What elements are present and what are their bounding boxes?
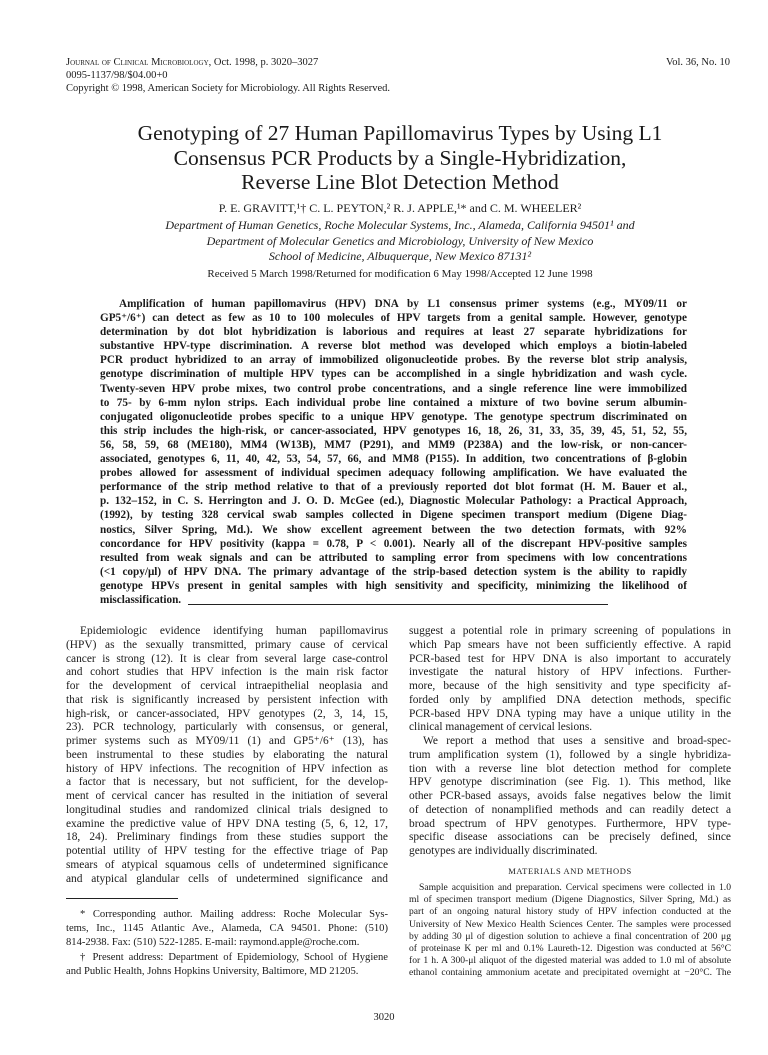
- materials-line: ethanol containing ammonium acetate and precipitated overnight at −20°C. The: [409, 967, 731, 979]
- journal-name: Journal of Clinical Microbiology: [66, 57, 209, 68]
- body-line: longitudinal studies and randomized clinical trials designed to: [66, 803, 388, 816]
- body-line: smears of atypical squamous cells of undetermined significance: [66, 858, 388, 871]
- body-line: of detection of nonamplified methods and can readily detect a: [409, 803, 731, 816]
- body-line: PCR-based HPV DNA typing may have a unique utility in the: [409, 707, 731, 720]
- body-line: potential utility of HPV testing for the effective triage of Pap: [66, 845, 388, 857]
- abstract-line: this strip includes the high-risk, or cancer-associated, HPV genotypes 16, 18, 26, 31, 33, 35, 39, 45, 51, 52, 55,: [100, 424, 687, 437]
- materials-line: Sample acquisition and preparation. Cervical specimens were collected in 1.0: [419, 882, 731, 893]
- abstract-line: associated, genotypes 6, 11, 40, 42, 53, 54, 57, 66, and MM8 (P155). In addition, two concentrations of β-globin: [100, 453, 687, 466]
- body-line: Epidemiologic evidence identifying human papillomavirus: [80, 625, 388, 637]
- abstract-line: resulted from weak signals and can be attributed to sampling error from specimens with low concentrations: [100, 551, 687, 564]
- body-line: We report a method that uses a sensitive and broad-spec-: [423, 735, 731, 747]
- footnote-line: 814-2938. Fax: (510) 522-1285. E-mail: raymond.apple@roche.com.: [66, 937, 360, 949]
- abstract-line: misclassification.: [100, 593, 182, 606]
- body-line: tion with a reverse line blot detection method for complete: [409, 762, 731, 775]
- copyright-notice: Copyright © 1998, American Society for Microbiology. All Rights Reserved.: [66, 83, 391, 94]
- body-line: primer systems such as MY09/11 (1) and GP5⁺/6⁺ (13), has: [66, 735, 388, 747]
- journal-header: [66, 57, 318, 70]
- body-line: 18, 24). Preliminary findings from these studies support the: [66, 831, 388, 844]
- abstract-line: Twenty-seven HPV probe mixes, two control probe concentrations, and a single reference line were immobilized: [100, 382, 687, 395]
- body-line: examine the predictive value of HPV DNA testing (5, 6, 12, 17,: [66, 817, 388, 830]
- body-line: trum amplification system (1), followed by a single hybridiza-: [409, 748, 731, 761]
- body-line: suggest a potential role in primary screening of populations in: [409, 625, 731, 637]
- materials-text: [409, 882, 731, 980]
- body-line: history of HPV infections. The recognition of HPV infection as: [66, 762, 388, 775]
- materials-line: University of New Mexico Health Sciences Center. The samples were processed: [409, 918, 731, 930]
- body-line: (HPV) as the sexually transmitted, primary cause of cervical: [66, 638, 388, 651]
- body-line: and atypical glandular cells of undetermined significance and: [66, 872, 388, 885]
- abstract-line: substantive HPV-type discrimination. A reverse blot method was developed which employs a biotin-labeled: [100, 340, 687, 353]
- body-line: ment of cervical cancer has resulted in the initiation of several: [66, 790, 388, 802]
- affiliation-line: School of Medicine, Albuquerque, New Mexico 87131²: [268, 249, 532, 263]
- body-line: broad spectrum of HPV genotypes. Furthermore, HPV type-: [409, 817, 731, 830]
- journal-citation: , Oct. 1998, p. 3020–3027: [208, 57, 319, 68]
- article-title: [100, 121, 700, 195]
- title-line: Genotyping of 27 Human Papillomavirus Types by Using L1: [137, 121, 663, 145]
- footnote-line: † Present address: Department of Epidemiology, School of Hygiene: [80, 951, 388, 963]
- body-line: HPV genotype discrimination (see Fig. 1). This method, like: [409, 776, 731, 789]
- body-line: investigate the natural history of HPV infections. Further-: [409, 666, 731, 679]
- volume-info: Vol. 36, No. 10: [666, 57, 730, 68]
- body-line: PCR-based test for HPV DNA is also important to accurately: [409, 652, 731, 665]
- abstract-line: conjugated oligonucleotide probes specific to a unique HPV genotype. The genotype spectrum discriminated on: [100, 410, 687, 423]
- materials-line: of proteinase K per ml and 0.1% Laureth-12. Digestion was conducted at 56°C: [409, 943, 731, 955]
- body-line: cancer is strong (12). It is clear from several large case-control: [66, 652, 388, 665]
- body-right-column: [409, 625, 731, 859]
- body-line: which Pap smears have not been sufficiently effective. A rapid: [409, 638, 731, 651]
- abstract-line: performance of the strip method relative to that of a previously reported dot blot format (H. M. Bauer et al.,: [100, 481, 687, 494]
- body-left-column: [66, 625, 388, 886]
- abstract-line: determination by dot blot hybridization is laborious and requires at least 27 separate hybridizations for: [100, 326, 687, 339]
- body-line: clinical management of cervical lesions.: [409, 721, 593, 734]
- body-line: specific disease associations can be precisely defined, since: [409, 831, 731, 844]
- abstract-line: genotype HPVs present in genital samples with high sensitivity and specificity, minimizing the likelihood of: [100, 579, 687, 592]
- abstract-line: to 75- by 6-mm nylon strips. Each individual probe line contained a mixture of two bovine serum albumin-: [100, 396, 687, 409]
- materials-line: for 1 h. A 300-μl aliquot of the digested material was added to 1.0 ml of absolute: [409, 955, 731, 967]
- abstract-line: (1992), by testing 328 cervical swab samples collected in Digene specimen transport medium (Digene Diag-: [100, 509, 687, 522]
- abstract-line: genotype discrimination of multiple HPV types can be accomplished in a single hybridization and wash cycle.: [100, 368, 687, 381]
- body-line: and cohort studies that HPV infection is the main risk factor: [66, 666, 388, 679]
- abstract: [100, 297, 687, 607]
- abstract-line: (<1 copy/μl) of HPV DNA. The primary advantage of the strip-based detection system is the ability to rapidly: [100, 565, 687, 578]
- body-line: that risk is significantly increased by persistent infection with: [66, 693, 388, 706]
- materials-line: by adding 30 μl of digestion solution to achieve a final concentration of 200 μg: [409, 930, 731, 942]
- abstract-line: 56, 58, 59, 68 (ME180), MM4 (W13B), MM7 (P291), and MM9 (P238A) and the low-risk, or non-cancer-: [100, 438, 687, 451]
- page-number: 3020: [373, 1012, 395, 1023]
- footnote-line: tems, Inc., 1145 Atlantic Ave., Alameda, CA 94501. Phone: (510): [66, 923, 388, 935]
- footnote-line: * Corresponding author. Mailing address: Roche Molecular Sys-: [80, 909, 388, 920]
- abstract-line: PCR product hybridized to an array of immobilized oligonucleotide probes. By the reverse blot strip analysis,: [100, 354, 687, 367]
- issn: 0095-1137/98/$04.00+0: [66, 70, 168, 81]
- footnote-divider: [66, 898, 178, 899]
- received-dates: Received 5 March 1998/Returned for modification 6 May 1998/Accepted 12 June 1998: [207, 268, 593, 280]
- materials-line: part of an ongoing natural history study of HPV infection conducted at the: [409, 906, 731, 918]
- affiliation-line: Department of Molecular Genetics and Microbiology, University of New Mexico: [206, 233, 594, 248]
- title-line: Reverse Line Blot Detection Method: [241, 170, 559, 194]
- abstract-line: probes allowed for assessment of individual specimen adequacy following amplification. We have evaluated the: [100, 467, 687, 480]
- section-heading: MATERIALS AND METHODS: [508, 866, 632, 876]
- abstract-line: nostics, Silver Spring, Md.). We show excellent agreement between the two detection formats, with 92%: [100, 523, 687, 536]
- affiliations: [100, 218, 700, 265]
- title-line: Consensus PCR Products by a Single-Hybridization,: [173, 145, 627, 170]
- body-line: more, because of the high sensitivity and type specificity af-: [409, 680, 731, 692]
- body-line: for the development of cervical intraepithelial neoplasia and: [66, 680, 388, 692]
- body-line: other PCR-based assays, avoids false negatives below the limit: [409, 790, 731, 802]
- abstract-line: Amplification of human papillomavirus (HPV) DNA by L1 consensus primer systems (e.g., MY09/11 or: [119, 298, 687, 310]
- abstract-line: p. 132–152, in C. S. Herrington and J. O. D. McGee (ed.), Diagnostic Molecular Pathology: a Practical Approach,: [100, 495, 687, 508]
- affiliation-line: Department of Human Genetics, Roche Molecular Systems, Inc., Alameda, California 94501¹ and: [165, 218, 635, 232]
- abstract-line: concordance for HPV positivity (kappa = 0.78, P < 0.001). Nearly all of the discrepant HPV-positive samples: [100, 537, 687, 550]
- body-line: forded only by amplified DNA detection methods, specific: [409, 693, 731, 706]
- body-line: genotypes are individually discriminated.: [409, 845, 598, 857]
- body-line: a factor that is necessary, but not sufficient, for the develop-: [66, 776, 388, 789]
- author-list: P. E. GRAVITT,¹† C. L. PEYTON,² R. J. APPLE,¹* and C. M. WHEELER²: [218, 201, 582, 215]
- materials-line: ml of specimen transport medium (Digene Diagnostics, Silver Spring, Md.) as: [409, 894, 731, 906]
- section-divider: [188, 604, 608, 605]
- body-line: been instrumental to these studies by elaborating the natural: [66, 748, 388, 761]
- footnotes: [66, 908, 388, 979]
- footnote-line: and Public Health, Johns Hopkins University, Baltimore, MD 21205.: [66, 965, 359, 977]
- body-line: high-risk, or cancer-associated, HPV genotypes (2, 3, 14, 15,: [66, 707, 388, 720]
- body-line: 23). PCR technology, particularly with consensus, or general,: [66, 721, 388, 734]
- abstract-line: GP5⁺/6⁺) can detect as few as 10 to 100 molecules of HPV targets from a genital sample. However, genotype: [100, 312, 687, 325]
